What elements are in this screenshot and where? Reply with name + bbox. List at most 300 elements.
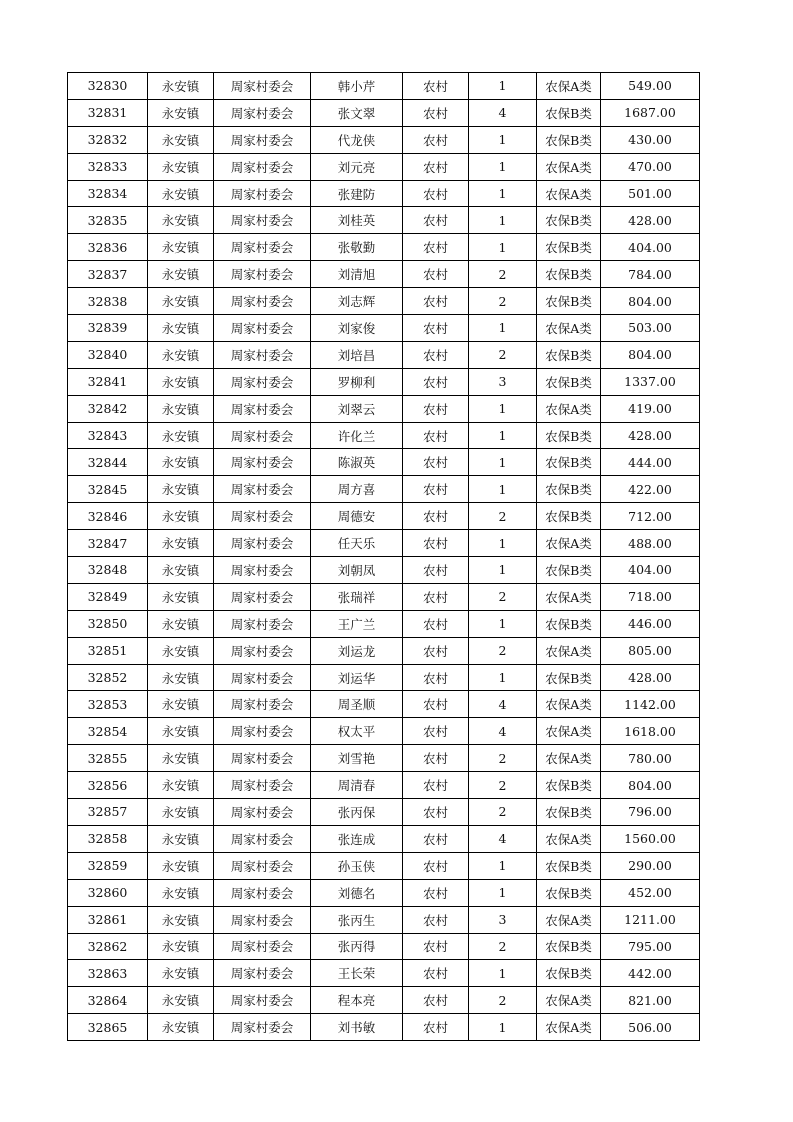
name-cell: 王广兰 (311, 610, 403, 637)
township-cell: 永安镇 (148, 422, 214, 449)
township-cell: 永安镇 (148, 852, 214, 879)
record-id-cell: 32860 (68, 879, 148, 906)
household-type-cell: 农村 (403, 422, 469, 449)
amount-cell: 290.00 (601, 852, 700, 879)
household-size-cell: 2 (469, 637, 537, 664)
village-committee-cell: 周家村委会 (214, 449, 311, 476)
table-row (68, 557, 700, 584)
name-cell: 许化兰 (311, 422, 403, 449)
name-cell: 孙玉侠 (311, 852, 403, 879)
household-size-cell: 1 (469, 960, 537, 987)
name-cell: 周德安 (311, 503, 403, 530)
insurance-category-cell: 农保B类 (537, 799, 601, 826)
name-cell: 刘培昌 (311, 341, 403, 368)
township-cell: 永安镇 (148, 126, 214, 153)
name-cell: 刘桂英 (311, 207, 403, 234)
village-committee-cell: 周家村委会 (214, 395, 311, 422)
amount-cell: 422.00 (601, 476, 700, 503)
insurance-category-cell: 农保B类 (537, 449, 601, 476)
record-id-cell: 32840 (68, 341, 148, 368)
insurance-category-cell: 农保B类 (537, 261, 601, 288)
insurance-category-cell: 农保B类 (537, 772, 601, 799)
amount-cell: 446.00 (601, 610, 700, 637)
household-size-cell: 2 (469, 772, 537, 799)
household-type-cell: 农村 (403, 745, 469, 772)
insurance-category-cell: 农保A类 (537, 395, 601, 422)
amount-cell: 549.00 (601, 73, 700, 100)
name-cell: 刘元亮 (311, 153, 403, 180)
amount-cell: 501.00 (601, 180, 700, 207)
amount-cell: 404.00 (601, 557, 700, 584)
village-committee-cell: 周家村委会 (214, 530, 311, 557)
insurance-category-cell: 农保A类 (537, 530, 601, 557)
record-id-cell: 32835 (68, 207, 148, 234)
household-size-cell: 1 (469, 126, 537, 153)
household-size-cell: 1 (469, 557, 537, 584)
amount-cell: 796.00 (601, 799, 700, 826)
insurance-category-cell: 农保B类 (537, 852, 601, 879)
household-size-cell: 1 (469, 664, 537, 691)
household-size-cell: 3 (469, 368, 537, 395)
table-row (68, 825, 700, 852)
village-committee-cell: 周家村委会 (214, 610, 311, 637)
household-type-cell: 农村 (403, 288, 469, 315)
township-cell: 永安镇 (148, 1014, 214, 1041)
record-id-cell: 32859 (68, 852, 148, 879)
amount-cell: 419.00 (601, 395, 700, 422)
amount-cell: 1142.00 (601, 691, 700, 718)
table-row (68, 879, 700, 906)
insurance-category-cell: 农保B类 (537, 557, 601, 584)
record-id-cell: 32853 (68, 691, 148, 718)
household-size-cell: 2 (469, 933, 537, 960)
insurance-category-cell: 农保B类 (537, 99, 601, 126)
name-cell: 张瑞祥 (311, 583, 403, 610)
name-cell: 王长荣 (311, 960, 403, 987)
township-cell: 永安镇 (148, 315, 214, 342)
insurance-category-cell: 农保B类 (537, 664, 601, 691)
record-id-cell: 32838 (68, 288, 148, 315)
insurance-category-cell: 农保A类 (537, 583, 601, 610)
household-size-cell: 1 (469, 234, 537, 261)
name-cell: 刘运龙 (311, 637, 403, 664)
name-cell: 刘家俊 (311, 315, 403, 342)
record-id-cell: 32855 (68, 745, 148, 772)
household-type-cell: 农村 (403, 73, 469, 100)
record-id-cell: 32839 (68, 315, 148, 342)
township-cell: 永安镇 (148, 73, 214, 100)
name-cell: 刘朝凤 (311, 557, 403, 584)
record-id-cell: 32849 (68, 583, 148, 610)
household-size-cell: 1 (469, 207, 537, 234)
record-id-cell: 32837 (68, 261, 148, 288)
amount-cell: 428.00 (601, 207, 700, 234)
village-committee-cell: 周家村委会 (214, 261, 311, 288)
township-cell: 永安镇 (148, 234, 214, 261)
household-type-cell: 农村 (403, 664, 469, 691)
household-type-cell: 农村 (403, 153, 469, 180)
amount-cell: 795.00 (601, 933, 700, 960)
table-row (68, 691, 700, 718)
township-cell: 永安镇 (148, 664, 214, 691)
insurance-category-cell: 农保A类 (537, 718, 601, 745)
name-cell: 张连成 (311, 825, 403, 852)
household-size-cell: 4 (469, 99, 537, 126)
record-id-cell: 32858 (68, 825, 148, 852)
table-row (68, 745, 700, 772)
insurance-category-cell: 农保B类 (537, 933, 601, 960)
township-cell: 永安镇 (148, 395, 214, 422)
record-id-cell: 32846 (68, 503, 148, 530)
village-committee-cell: 周家村委会 (214, 315, 311, 342)
township-cell: 永安镇 (148, 718, 214, 745)
township-cell: 永安镇 (148, 153, 214, 180)
table-row (68, 852, 700, 879)
village-committee-cell: 周家村委会 (214, 207, 311, 234)
table-row (68, 288, 700, 315)
insurance-category-cell: 农保A类 (537, 637, 601, 664)
township-cell: 永安镇 (148, 637, 214, 664)
table-row (68, 422, 700, 449)
table-row (68, 987, 700, 1014)
household-size-cell: 1 (469, 449, 537, 476)
amount-cell: 804.00 (601, 772, 700, 799)
table-row (68, 180, 700, 207)
township-cell: 永安镇 (148, 745, 214, 772)
insurance-category-cell: 农保B类 (537, 368, 601, 395)
record-id-cell: 32841 (68, 368, 148, 395)
amount-cell: 804.00 (601, 288, 700, 315)
name-cell: 周清春 (311, 772, 403, 799)
record-id-cell: 32842 (68, 395, 148, 422)
village-committee-cell: 周家村委会 (214, 745, 311, 772)
table-row (68, 234, 700, 261)
household-size-cell: 4 (469, 825, 537, 852)
name-cell: 刘书敏 (311, 1014, 403, 1041)
record-id-cell: 32856 (68, 772, 148, 799)
household-size-cell: 1 (469, 610, 537, 637)
table-row (68, 906, 700, 933)
record-id-cell: 32830 (68, 73, 148, 100)
table-row (68, 530, 700, 557)
amount-cell: 1211.00 (601, 906, 700, 933)
township-cell: 永安镇 (148, 530, 214, 557)
household-type-cell: 农村 (403, 583, 469, 610)
household-size-cell: 1 (469, 530, 537, 557)
township-cell: 永安镇 (148, 933, 214, 960)
amount-cell: 503.00 (601, 315, 700, 342)
name-cell: 刘翠云 (311, 395, 403, 422)
household-size-cell: 4 (469, 718, 537, 745)
amount-cell: 404.00 (601, 234, 700, 261)
table-row (68, 637, 700, 664)
name-cell: 张建防 (311, 180, 403, 207)
insurance-category-cell: 农保B类 (537, 610, 601, 637)
table-row (68, 368, 700, 395)
record-id-cell: 32832 (68, 126, 148, 153)
name-cell: 张丙保 (311, 799, 403, 826)
amount-cell: 428.00 (601, 664, 700, 691)
record-id-cell: 32850 (68, 610, 148, 637)
household-type-cell: 农村 (403, 637, 469, 664)
insurance-category-cell: 农保B类 (537, 503, 601, 530)
record-id-cell: 32864 (68, 987, 148, 1014)
household-type-cell: 农村 (403, 933, 469, 960)
household-type-cell: 农村 (403, 180, 469, 207)
record-id-cell: 32834 (68, 180, 148, 207)
name-cell: 周圣顺 (311, 691, 403, 718)
name-cell: 刘志辉 (311, 288, 403, 315)
village-committee-cell: 周家村委会 (214, 825, 311, 852)
township-cell: 永安镇 (148, 503, 214, 530)
village-committee-cell: 周家村委会 (214, 879, 311, 906)
table-row (68, 395, 700, 422)
name-cell: 周方喜 (311, 476, 403, 503)
household-type-cell: 农村 (403, 341, 469, 368)
household-type-cell: 农村 (403, 315, 469, 342)
village-committee-cell: 周家村委会 (214, 368, 311, 395)
table-row (68, 476, 700, 503)
household-type-cell: 农村 (403, 126, 469, 153)
record-id-cell: 32831 (68, 99, 148, 126)
household-type-cell: 农村 (403, 879, 469, 906)
table-row (68, 449, 700, 476)
insurance-category-cell: 农保A类 (537, 180, 601, 207)
name-cell: 刘德名 (311, 879, 403, 906)
amount-cell: 805.00 (601, 637, 700, 664)
village-committee-cell: 周家村委会 (214, 852, 311, 879)
amount-cell: 442.00 (601, 960, 700, 987)
table-row (68, 207, 700, 234)
insurance-category-cell: 农保B类 (537, 126, 601, 153)
data-table (67, 72, 700, 1041)
insurance-category-cell: 农保A类 (537, 825, 601, 852)
household-size-cell: 1 (469, 852, 537, 879)
township-cell: 永安镇 (148, 99, 214, 126)
table-row (68, 772, 700, 799)
name-cell: 权太平 (311, 718, 403, 745)
record-id-cell: 32851 (68, 637, 148, 664)
village-committee-cell: 周家村委会 (214, 476, 311, 503)
name-cell: 代龙侠 (311, 126, 403, 153)
table-row (68, 503, 700, 530)
household-size-cell: 2 (469, 288, 537, 315)
record-id-cell: 32854 (68, 718, 148, 745)
village-committee-cell: 周家村委会 (214, 691, 311, 718)
household-type-cell: 农村 (403, 1014, 469, 1041)
household-size-cell: 1 (469, 879, 537, 906)
village-committee-cell: 周家村委会 (214, 637, 311, 664)
township-cell: 永安镇 (148, 288, 214, 315)
township-cell: 永安镇 (148, 368, 214, 395)
household-type-cell: 农村 (403, 852, 469, 879)
name-cell: 韩小芹 (311, 73, 403, 100)
household-size-cell: 2 (469, 745, 537, 772)
village-committee-cell: 周家村委会 (214, 73, 311, 100)
household-size-cell: 2 (469, 799, 537, 826)
village-committee-cell: 周家村委会 (214, 153, 311, 180)
record-id-cell: 32836 (68, 234, 148, 261)
insurance-category-cell: 农保B类 (537, 234, 601, 261)
household-type-cell: 农村 (403, 99, 469, 126)
household-size-cell: 1 (469, 153, 537, 180)
insurance-category-cell: 农保A类 (537, 1014, 601, 1041)
amount-cell: 718.00 (601, 583, 700, 610)
village-committee-cell: 周家村委会 (214, 799, 311, 826)
household-type-cell: 农村 (403, 207, 469, 234)
insurance-category-cell: 农保B类 (537, 207, 601, 234)
township-cell: 永安镇 (148, 449, 214, 476)
name-cell: 刘清旭 (311, 261, 403, 288)
amount-cell: 452.00 (601, 879, 700, 906)
table-row (68, 153, 700, 180)
village-committee-cell: 周家村委会 (214, 718, 311, 745)
table-row (68, 315, 700, 342)
household-type-cell: 农村 (403, 261, 469, 288)
amount-cell: 1560.00 (601, 825, 700, 852)
village-committee-cell: 周家村委会 (214, 126, 311, 153)
name-cell: 刘运华 (311, 664, 403, 691)
table-row (68, 718, 700, 745)
township-cell: 永安镇 (148, 583, 214, 610)
record-id-cell: 32848 (68, 557, 148, 584)
township-cell: 永安镇 (148, 207, 214, 234)
household-size-cell: 2 (469, 261, 537, 288)
township-cell: 永安镇 (148, 557, 214, 584)
household-size-cell: 4 (469, 691, 537, 718)
table-row (68, 261, 700, 288)
household-type-cell: 农村 (403, 557, 469, 584)
village-committee-cell: 周家村委会 (214, 772, 311, 799)
township-cell: 永安镇 (148, 906, 214, 933)
table-row (68, 341, 700, 368)
insurance-category-cell: 农保A类 (537, 315, 601, 342)
household-size-cell: 1 (469, 315, 537, 342)
household-type-cell: 农村 (403, 960, 469, 987)
village-committee-cell: 周家村委会 (214, 341, 311, 368)
name-cell: 程本亮 (311, 987, 403, 1014)
record-id-cell: 32862 (68, 933, 148, 960)
household-size-cell: 2 (469, 987, 537, 1014)
table-row (68, 799, 700, 826)
household-size-cell: 1 (469, 180, 537, 207)
township-cell: 永安镇 (148, 960, 214, 987)
amount-cell: 804.00 (601, 341, 700, 368)
village-committee-cell: 周家村委会 (214, 180, 311, 207)
household-type-cell: 农村 (403, 691, 469, 718)
name-cell: 张丙生 (311, 906, 403, 933)
insurance-category-cell: 农保B类 (537, 476, 601, 503)
household-size-cell: 1 (469, 476, 537, 503)
village-committee-cell: 周家村委会 (214, 288, 311, 315)
township-cell: 永安镇 (148, 772, 214, 799)
amount-cell: 444.00 (601, 449, 700, 476)
record-id-cell: 32857 (68, 799, 148, 826)
household-type-cell: 农村 (403, 799, 469, 826)
insurance-category-cell: 农保B类 (537, 288, 601, 315)
township-cell: 永安镇 (148, 610, 214, 637)
amount-cell: 506.00 (601, 1014, 700, 1041)
table-row (68, 610, 700, 637)
insurance-category-cell: 农保A类 (537, 987, 601, 1014)
village-committee-cell: 周家村委会 (214, 234, 311, 261)
insurance-category-cell: 农保A类 (537, 73, 601, 100)
village-committee-cell: 周家村委会 (214, 503, 311, 530)
household-size-cell: 1 (469, 1014, 537, 1041)
village-committee-cell: 周家村委会 (214, 1014, 311, 1041)
village-committee-cell: 周家村委会 (214, 583, 311, 610)
amount-cell: 1618.00 (601, 718, 700, 745)
insurance-category-cell: 农保A类 (537, 906, 601, 933)
amount-cell: 712.00 (601, 503, 700, 530)
household-size-cell: 2 (469, 583, 537, 610)
amount-cell: 821.00 (601, 987, 700, 1014)
village-committee-cell: 周家村委会 (214, 960, 311, 987)
table-row (68, 960, 700, 987)
record-id-cell: 32852 (68, 664, 148, 691)
household-type-cell: 农村 (403, 987, 469, 1014)
table-row (68, 583, 700, 610)
household-type-cell: 农村 (403, 530, 469, 557)
village-committee-cell: 周家村委会 (214, 99, 311, 126)
name-cell: 刘雪艳 (311, 745, 403, 772)
township-cell: 永安镇 (148, 825, 214, 852)
township-cell: 永安镇 (148, 799, 214, 826)
amount-cell: 780.00 (601, 745, 700, 772)
household-size-cell: 1 (469, 422, 537, 449)
insurance-category-cell: 农保B类 (537, 960, 601, 987)
record-id-cell: 32844 (68, 449, 148, 476)
township-cell: 永安镇 (148, 261, 214, 288)
insurance-category-cell: 农保A类 (537, 691, 601, 718)
name-cell: 张丙得 (311, 933, 403, 960)
record-id-cell: 32845 (68, 476, 148, 503)
amount-cell: 784.00 (601, 261, 700, 288)
household-type-cell: 农村 (403, 503, 469, 530)
village-committee-cell: 周家村委会 (214, 422, 311, 449)
amount-cell: 470.00 (601, 153, 700, 180)
township-cell: 永安镇 (148, 987, 214, 1014)
household-type-cell: 农村 (403, 395, 469, 422)
household-type-cell: 农村 (403, 825, 469, 852)
village-committee-cell: 周家村委会 (214, 906, 311, 933)
village-committee-cell: 周家村委会 (214, 664, 311, 691)
household-type-cell: 农村 (403, 718, 469, 745)
table-row (68, 126, 700, 153)
insurance-category-cell: 农保A类 (537, 153, 601, 180)
name-cell: 张敬勤 (311, 234, 403, 261)
household-type-cell: 农村 (403, 906, 469, 933)
household-size-cell: 2 (469, 341, 537, 368)
household-size-cell: 2 (469, 503, 537, 530)
record-id-cell: 32833 (68, 153, 148, 180)
household-size-cell: 1 (469, 73, 537, 100)
household-type-cell: 农村 (403, 234, 469, 261)
household-size-cell: 1 (469, 395, 537, 422)
household-type-cell: 农村 (403, 476, 469, 503)
insurance-category-cell: 农保A类 (537, 745, 601, 772)
table-row (68, 73, 700, 100)
township-cell: 永安镇 (148, 476, 214, 503)
township-cell: 永安镇 (148, 180, 214, 207)
table-row (68, 664, 700, 691)
household-size-cell: 3 (469, 906, 537, 933)
name-cell: 陈淑英 (311, 449, 403, 476)
table-row (68, 99, 700, 126)
record-id-cell: 32863 (68, 960, 148, 987)
table-row (68, 933, 700, 960)
village-committee-cell: 周家村委会 (214, 933, 311, 960)
